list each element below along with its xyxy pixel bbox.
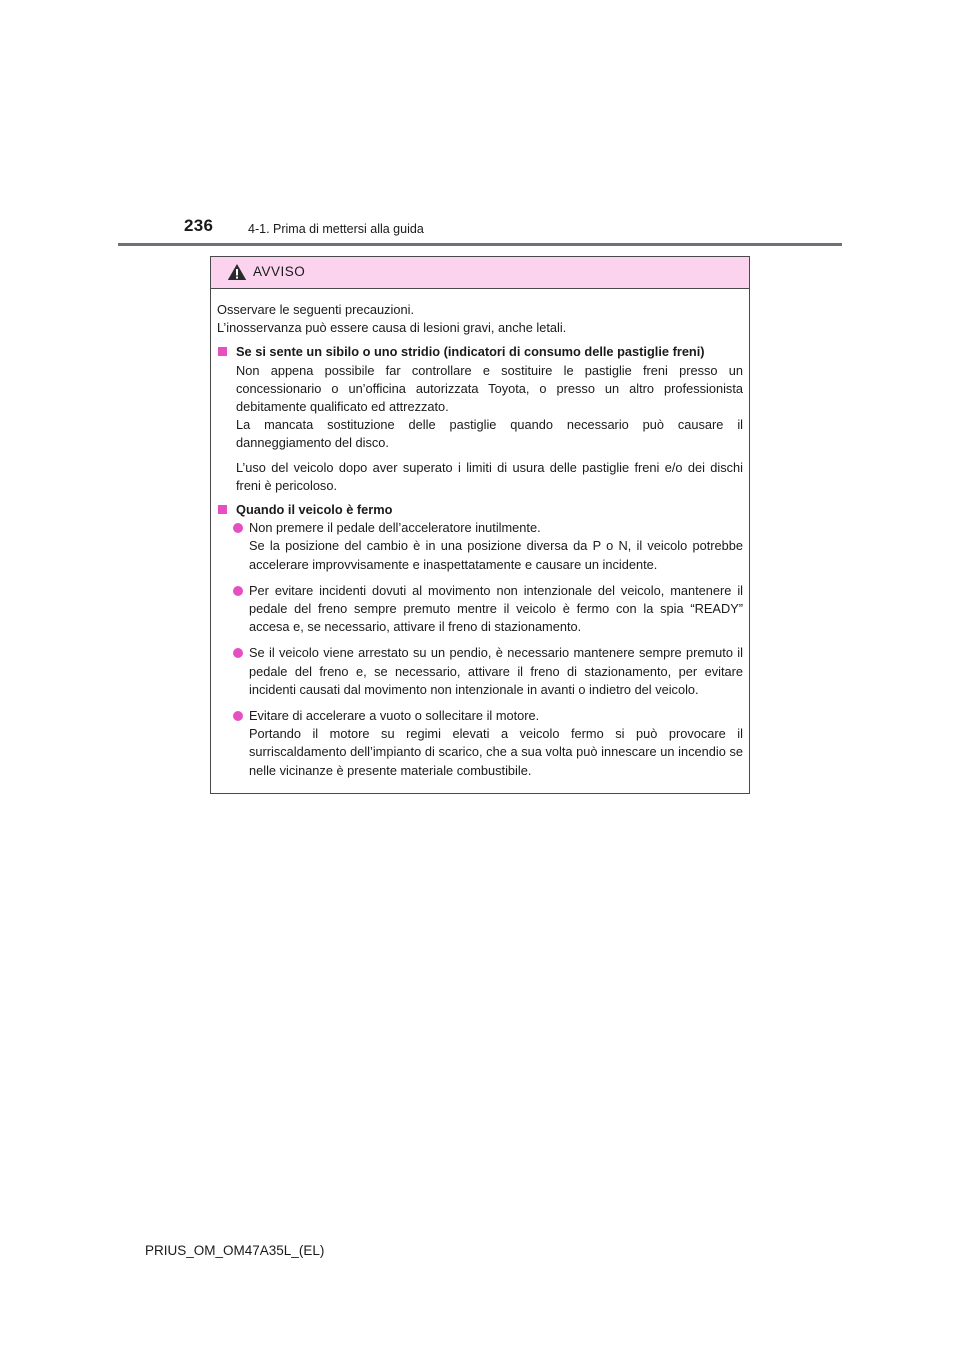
paragraph xyxy=(217,362,743,453)
square-bullet-icon xyxy=(218,505,227,514)
paragraph xyxy=(217,459,743,495)
list-item xyxy=(217,707,743,780)
square-bullet-icon xyxy=(218,347,227,356)
section-title: 4-1. Prima di mettersi alla guida xyxy=(248,222,424,236)
list-item-line: Non premere il pedale dell’acceleratore inutilmente. xyxy=(249,520,541,536)
warning-body xyxy=(211,289,749,780)
round-bullet-icon xyxy=(233,711,243,721)
list-item xyxy=(217,582,743,637)
list-item xyxy=(217,644,743,699)
list-item-line: Se la posizione del cambio è in una posizione diversa da P o N, il veicolo potrebbe accelerare improvvisamente e inaspettatamente e causare un incidente. xyxy=(249,538,743,572)
round-bullet-icon xyxy=(233,523,243,533)
header-rule xyxy=(118,243,842,246)
paragraph-line: L’uso del veicolo dopo aver superato i limiti di usura delle pastiglie freni e/o dei dischi freni è pericoloso. xyxy=(236,459,743,493)
warning-box xyxy=(210,256,750,794)
intro-line: L’inosservanza può essere causa di lesioni gravi, anche letali. xyxy=(217,320,567,336)
list-item-line: Per evitare incidenti dovuti al movimento non intenzionale del veicolo, mantenere il pedale del freno sempre premuto mentre il veicolo è fermo con la spia “READY” accesa e, se necessario, attivare il freno di stazionamento. xyxy=(249,582,743,635)
round-bullet-icon xyxy=(233,586,243,596)
round-bullet-icon xyxy=(233,648,243,658)
section-heading-text: Se si sente un sibilo o uno stridio (indicatori di consumo delle pastiglie freni) xyxy=(236,344,705,360)
warning-triangle-icon xyxy=(227,263,247,281)
list-item-line: Se il veicolo viene arrestato su un pendio, è necessario mantenere sempre premuto il pedale del freno e, se necessario, attivare il freno di stazionamento, per evitare incidenti causati dal movimento non intenzionale in avanti o indietro del veicolo. xyxy=(249,645,743,697)
list-item-line: Evitare di accelerare a vuoto o sollecitare il motore. xyxy=(249,708,540,724)
paragraph-line: La mancata sostituzione delle pastiglie quando necessario può causare il danneggiamento del disco. xyxy=(236,417,743,451)
warning-intro xyxy=(217,301,743,337)
warning-title: AVVISO xyxy=(253,264,306,279)
list-item xyxy=(217,519,743,574)
section-heading-text: Quando il veicolo è fermo xyxy=(236,502,393,518)
section-heading xyxy=(217,501,743,519)
paragraph-line: Non appena possibile far controllare e sostituire le pastiglie freni presso un concessionario o un’officina autorizzata Toyota, o presso un altro professionista debitamente qualificato ed attrezzato. xyxy=(236,362,743,415)
document-code: PRIUS_OM_OM47A35L_(EL) xyxy=(145,1243,325,1258)
page-number: 236 xyxy=(184,216,214,235)
section-heading xyxy=(217,343,743,361)
warning-header xyxy=(211,257,749,289)
intro-line: Osservare le seguenti precauzioni. xyxy=(217,302,415,317)
list-item-line: Portando il motore su regimi elevati a veicolo fermo si può provocare il surriscaldamento dell’impianto di scarico, che a sua volta può innescare un incendio se nelle vicinanze è presente materiale combustibile. xyxy=(249,726,743,778)
